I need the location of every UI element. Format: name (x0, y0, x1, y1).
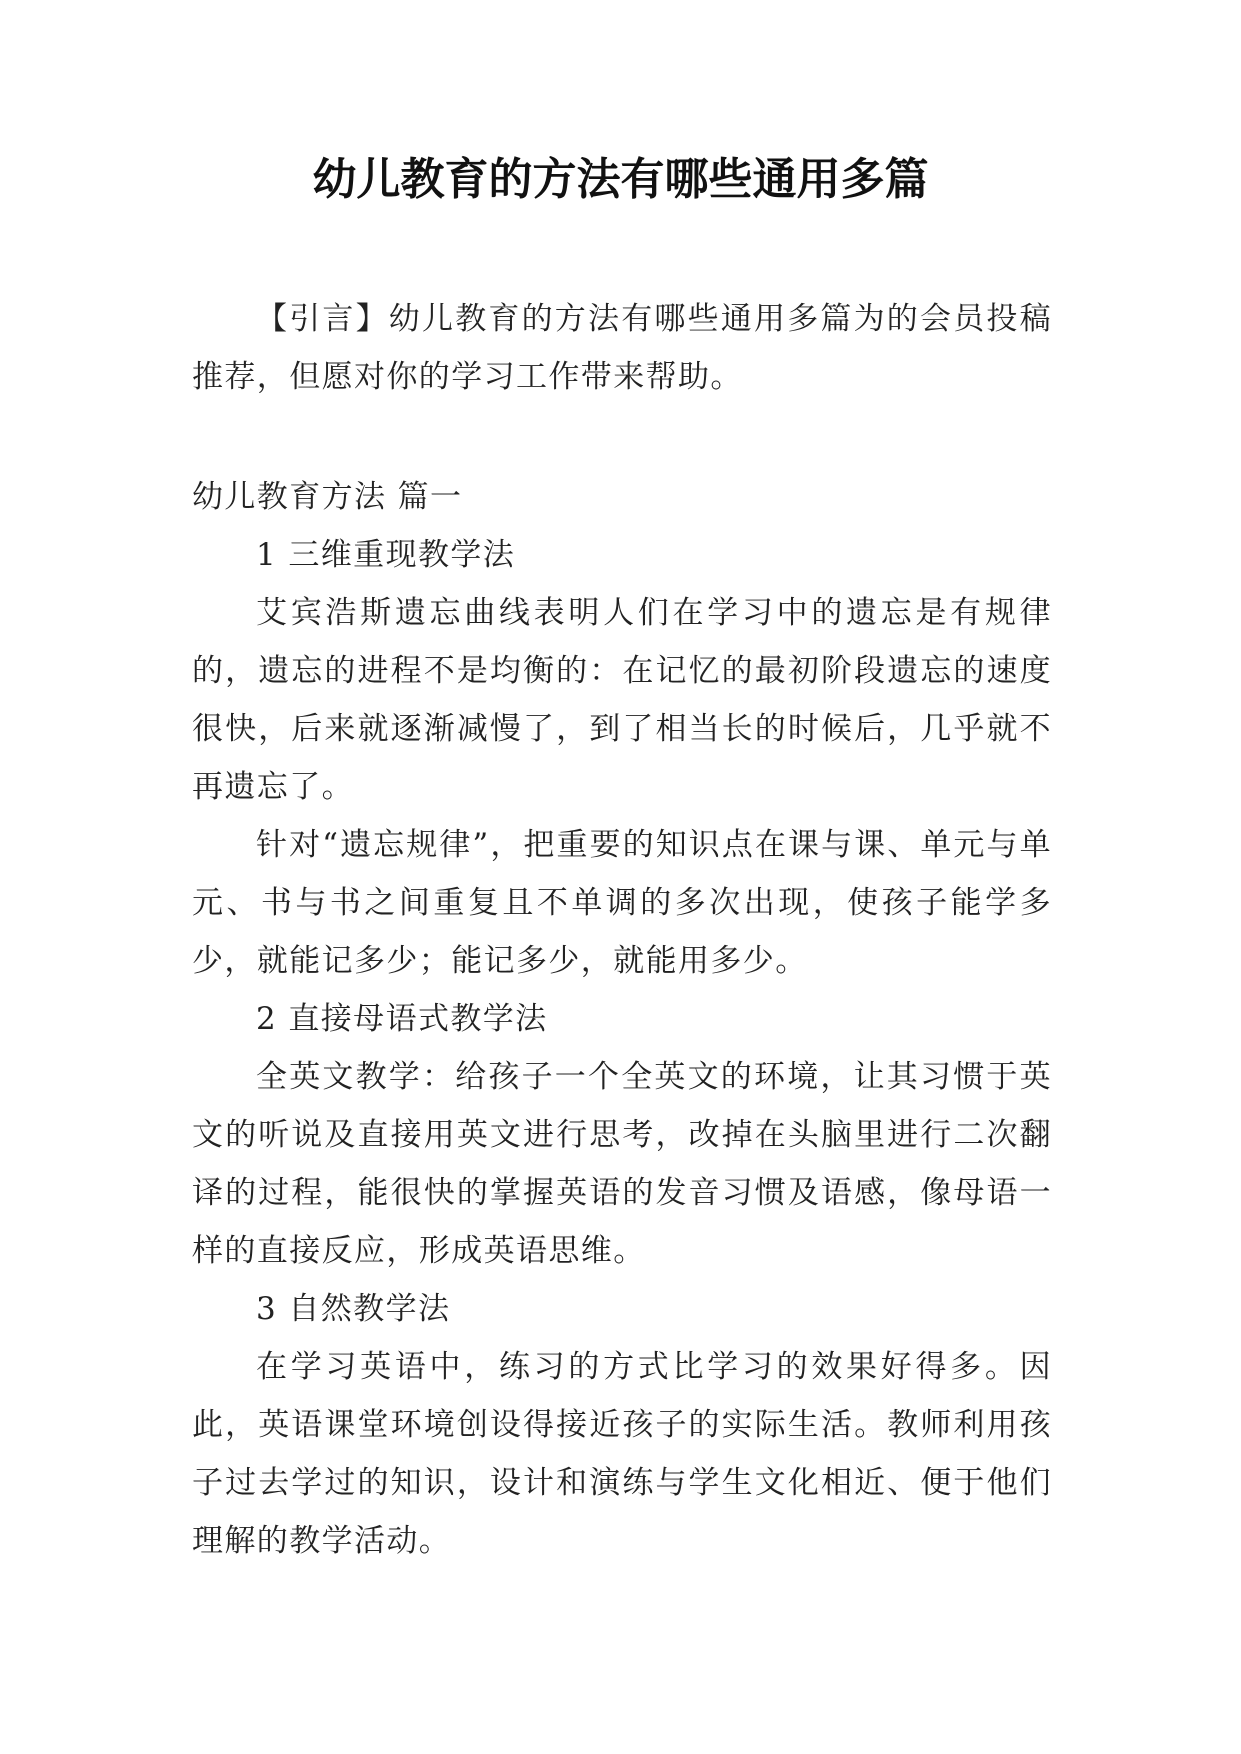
section-heading: 幼儿教育方法 篇一 (192, 479, 463, 515)
document-title: 幼儿教育的方法有哪些通用多篇 (312, 154, 929, 205)
subheading-method-2: 2 直接母语式教学法 (256, 1001, 548, 1037)
paragraph: 针对“遗忘规律”，把重要的知识点在课与课、单元与单元、书与书之间重复且不单调的多次出现，使孩子能学多少，就能记多少；能记多少，就能用多少。 (192, 827, 1052, 979)
paragraph: 全英文教学：给孩子一个全英文的环境，让其习惯于英文的听说及直接用英文进行思考，改掉在头脑里进行二次翻译的过程，能很快的掌握英语的发音习惯及语感，像母语一样的直接反应，形成英语思维。 (192, 1059, 1052, 1269)
paragraph: 艾宾浩斯遗忘曲线表明人们在学习中的遗忘是有规律的，遗忘的进程不是均衡的：在记忆的最初阶段遗忘的速度很快，后来就逐渐减慢了，到了相当长的时候后，几乎就不再遗忘了。 (192, 595, 1052, 805)
spacer (192, 406, 1052, 468)
intro-paragraph: 【引言】幼儿教育的方法有哪些通用多篇为的会员投稿推荐，但愿对你的学习工作带来帮助。 (192, 301, 1052, 395)
document-body (192, 290, 1052, 1570)
subheading-method-1: 1 三维重现教学法 (256, 537, 516, 573)
subheading-method-3: 3 自然教学法 (256, 1291, 451, 1327)
paragraph: 在学习英语中，练习的方式比学习的效果好得多。因此，英语课堂环境创设得接近孩子的实际生活。教师利用孩子过去学过的知识，设计和演练与学生文化相近、便于他们理解的教学活动。 (192, 1349, 1052, 1559)
